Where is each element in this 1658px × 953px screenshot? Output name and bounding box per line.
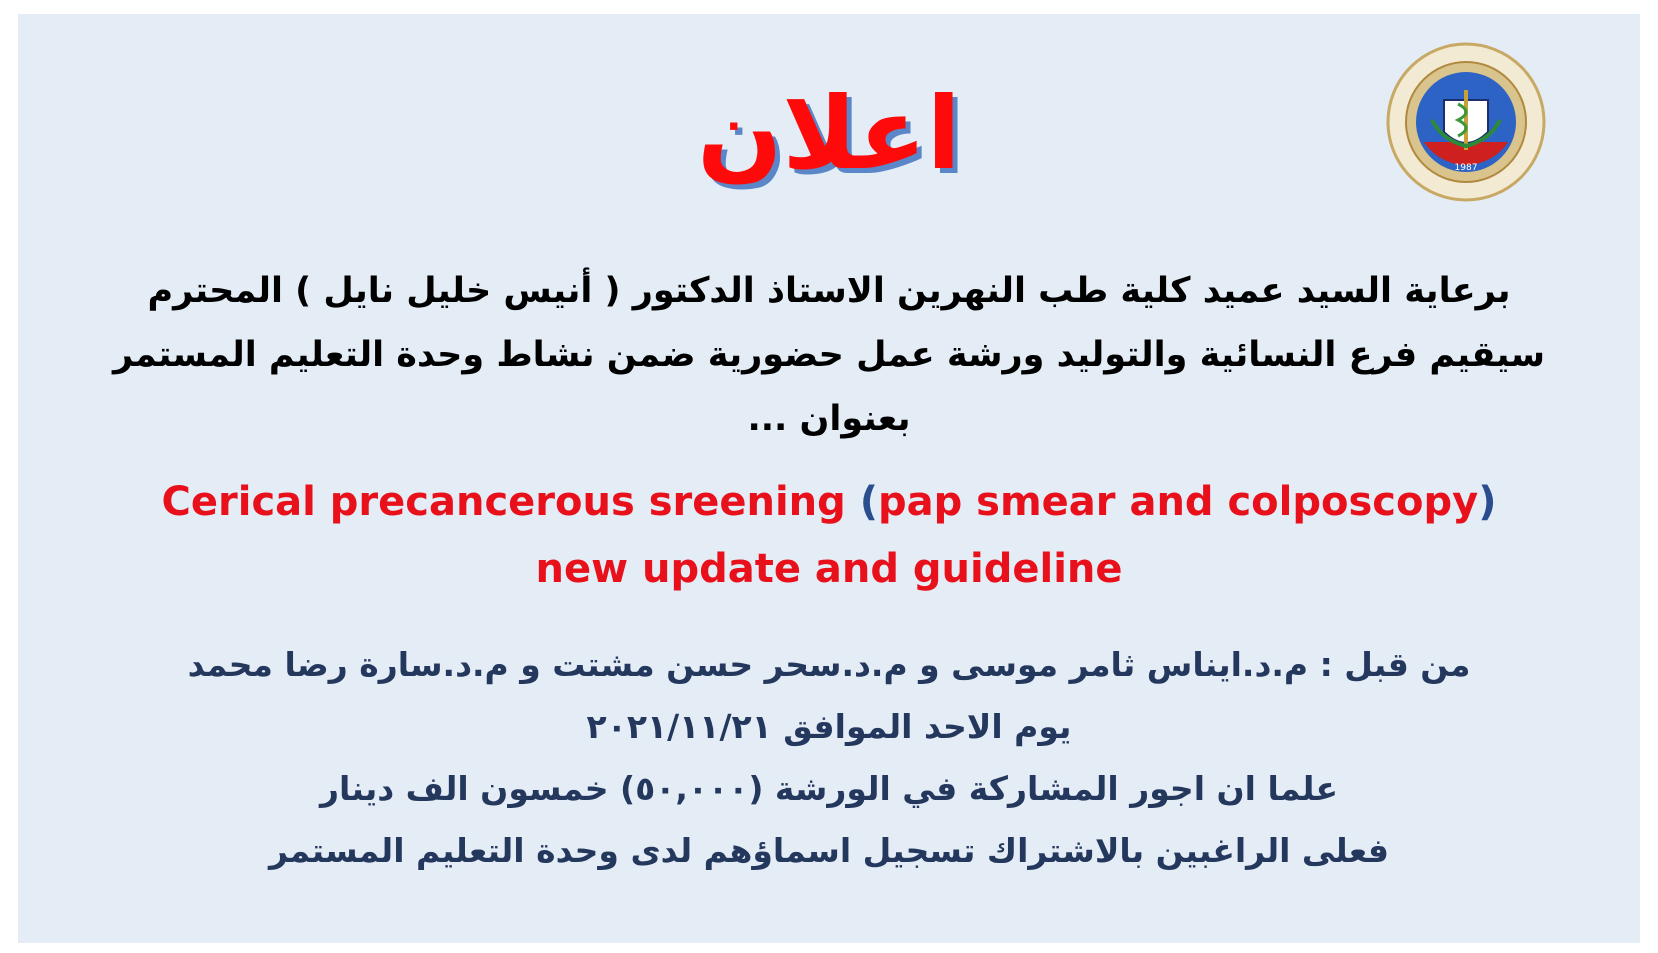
announcement-slide [18, 14, 1640, 943]
fee-line: علما ان اجور المشاركة في الورشة (٥٠,٠٠٠) خمسون الف دينار [320, 769, 1338, 808]
close-paren: ) [1478, 479, 1497, 525]
titled-line: بعنوان ... [747, 399, 911, 439]
workshop-details [78, 634, 1580, 882]
sponsorship-line: برعاية السيد عميد كلية طب النهرين الاستاذ الدكتور ( أنيس خليل نايل ) المحترم [147, 271, 1511, 311]
workshop-title-line-1 [58, 469, 1600, 535]
date-line: يوم الاحد الموافق ٢٠٢١/١١/٢١ [586, 707, 1072, 746]
workshop-title-main: Cerical precancerous sreening [161, 479, 860, 525]
workshop-title-subtopic: pap smear and colposcopy [878, 479, 1479, 525]
presenters-line: من قبل : م.د.ايناس ثامر موسى و م.د.سحر حسن مشتت و م.د.سارة رضا محمد [187, 645, 1471, 684]
sponsorship-paragraph [78, 259, 1580, 451]
workshop-organizer-line: سيقيم فرع النسائية والتوليد ورشة عمل حضورية ضمن نشاط وحدة التعليم المستمر [112, 335, 1546, 375]
workshop-title-line-2: new update and guideline [535, 546, 1123, 592]
registration-line: فعلى الراغبين بالاشتراك تسجيل اسماؤهم لدى وحدة التعليم المستمر [268, 831, 1389, 870]
announcement-title: اعلان [697, 75, 961, 192]
svg-text:1987: 1987 [1454, 163, 1478, 173]
open-paren: ( [859, 479, 878, 525]
